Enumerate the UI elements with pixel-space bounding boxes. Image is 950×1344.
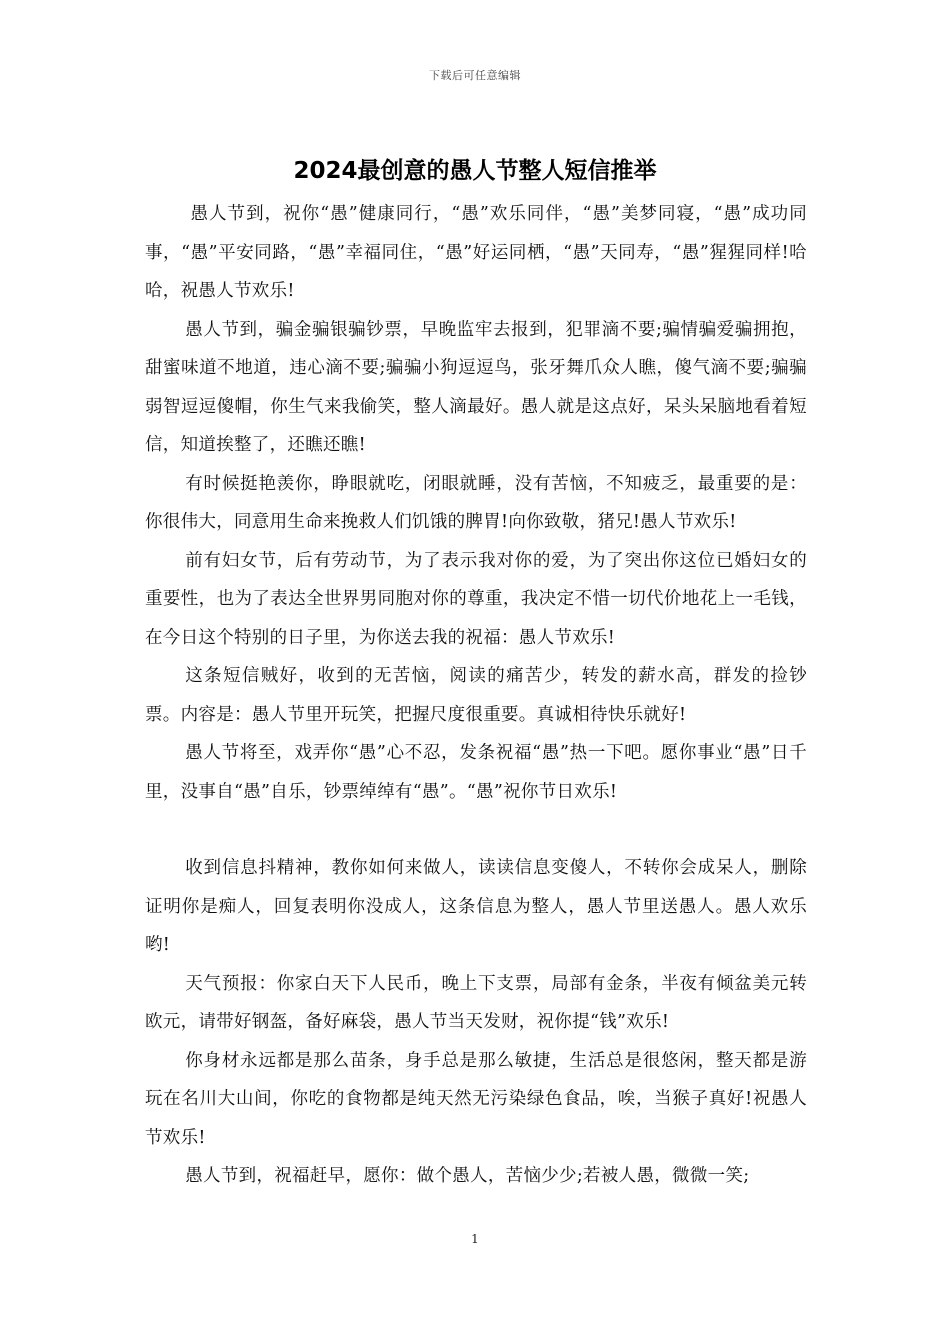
page-number: 1 (471, 1232, 479, 1246)
paragraph: 这条短信贼好，收到的无苦恼，阅读的痛苦少，转发的薪水高，群发的捡钞票。内容是：愚人节里开玩笑，把握尺度很重要。真诚相待快乐就好! (145, 666, 807, 725)
paragraph: 愚人节到，祝你“愚”健康同行，“愚”欢乐同伴，“愚”美梦同寝，“愚”成功同事，“愚”平安同路，“愚”幸福同住，“愚”好运同栖，“愚”天同寿，“愚”猩猩同样!哈哈，祝愚人节欢乐! (145, 204, 807, 301)
document-body (145, 195, 807, 1196)
paragraph: 天气预报：你家白天下人民币，晚上下支票，局部有金条，半夜有倾盆美元转欧元，请带好钢盔，备好麻袋，愚人节当天发财，祝你提“钱”欢乐! (145, 973, 807, 1032)
document-title: 2024最创意的愚人节整人短信推举 (293, 158, 657, 184)
paragraph: 愚人节到，骗金骗银骗钞票，早晚监牢去报到，犯罪滴不要;骗情骗爱骗拥抱，甜蜜味道不地道，违心滴不要;骗骗小狗逗逗鸟，张牙舞爪众人瞧，傻气滴不要;骗骗弱智逗逗傻帽，你生气来我偷笑，整人滴最好。愚人就是这点好，呆头呆脑地看着短信，知道挨整了，还瞧还瞧! (145, 319, 807, 455)
paragraph: 愚人节将至，戏弄你“愚”心不忍，发条祝福“愚”热一下吧。愿你事业“愚”日千里，没事自“愚”自乐，钞票绰绰有“愚”。“愚”祝你节日欢乐! (145, 743, 807, 802)
paragraph: 你身材永远都是那么苗条，身手总是那么敏捷，生活总是很悠闲，整天都是游玩在名川大山间，你吃的食物都是纯天然无污染绿色食品，唉，当猴子真好!祝愚人节欢乐! (145, 1050, 807, 1148)
paragraph-gap (145, 811, 807, 849)
header-note: 下载后可任意编辑 (429, 69, 521, 82)
paragraph: 愚人节到，祝福赶早，愿你：做个愚人，苦恼少少;若被人愚，微微一笑; (185, 1166, 750, 1186)
paragraph: 收到信息抖精神，教你如何来做人，读读信息变傻人，不转你会成呆人，删除证明你是痴人，回复表明你没成人，这条信息为整人，愚人节里送愚人。愚人欢乐哟! (145, 858, 807, 955)
paragraph: 有时候挺艳羡你，睁眼就吃，闭眼就睡，没有苦恼，不知疲乏，最重要的是：你很伟大，同意用生命来挽救人们饥饿的脾胃!向你致敬，猪兄!愚人节欢乐! (145, 473, 807, 532)
paragraph: 前有妇女节，后有劳动节，为了表示我对你的爱，为了突出你这位已婚妇女的重要性，也为了表达全世界男同胞对你的尊重，我决定不惜一切代价地花上一毛钱，在今日这个特别的日子里，为你送去我的祝福：愚人节欢乐! (145, 550, 807, 648)
